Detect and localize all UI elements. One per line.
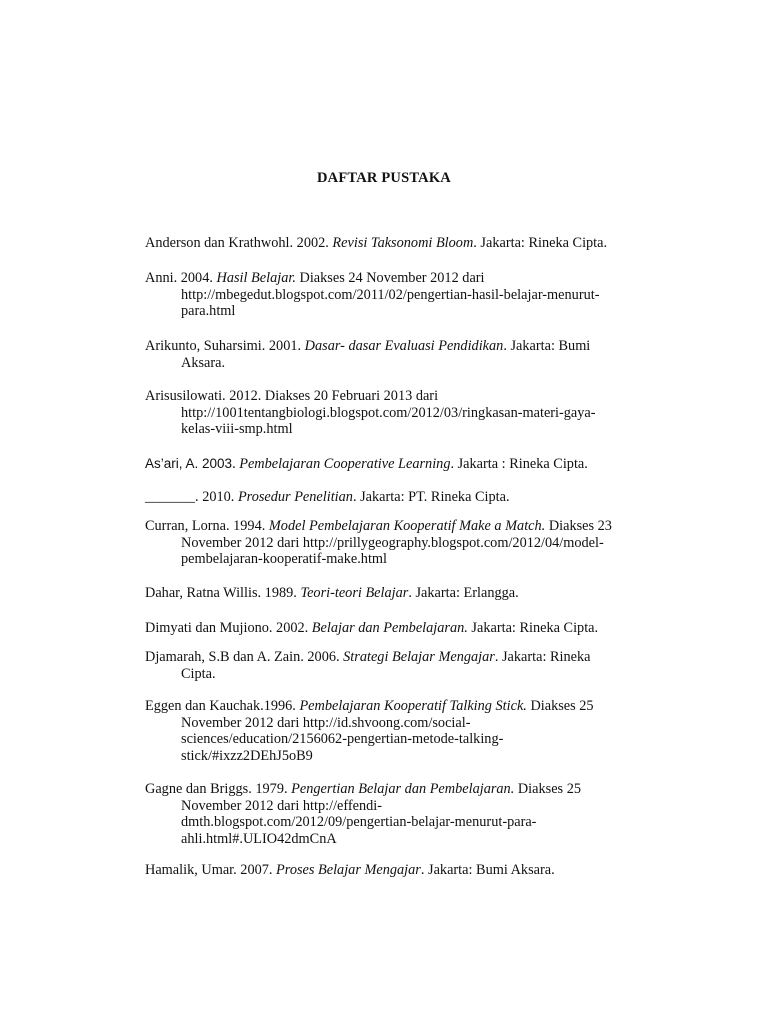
reference-entry — [145, 781, 665, 847]
reference-author: _______. 2010. — [145, 489, 238, 505]
reference-title: Pembelajaran Kooperatif Talking Stick. — [299, 698, 527, 714]
reference-line — [145, 235, 665, 252]
reference-author: Hamalik, Umar. 2007. — [145, 862, 277, 878]
reference-title: Model Pembelajaran Kooperatif Make a Match. — [268, 518, 546, 534]
reference-access: Diakses 24 November 2012 dari — [295, 270, 485, 286]
reference-url: kelas-viii-smp.html — [181, 421, 293, 437]
reference-line — [145, 489, 665, 506]
reference-title: Proses Belajar Mengajar — [276, 862, 421, 878]
reference-entry — [145, 862, 665, 879]
reference-url: para.html — [181, 303, 236, 319]
reference-author: Curran, Lorna. 1994. — [145, 518, 269, 534]
reference-author: Anderson dan Krathwohl. 2002. — [145, 235, 333, 251]
reference-url: November 2012 dari http://prillygeography.blogspot.com/2012/04/model- — [181, 534, 604, 551]
reference-entry — [145, 518, 665, 568]
reference-line — [145, 781, 665, 798]
reference-publisher: . Jakarta: Erlangga. — [408, 585, 519, 601]
reference-access: Diakses 25 — [526, 698, 594, 714]
reference-entry — [145, 388, 665, 438]
reference-line: Arisusilowati. 2012. Diakses 20 Februari 2013 dari — [145, 388, 439, 404]
reference-line — [145, 649, 665, 666]
reference-title: Dasar- dasar Evaluasi Pendidikan — [304, 338, 504, 354]
reference-publisher: . Jakarta: Bumi Aksara. — [420, 862, 555, 878]
reference-title: Hasil Belajar. — [216, 270, 296, 286]
reference-url: dmth.blogspot.com/2012/09/pengertian-belajar-menurut-para- — [181, 814, 537, 830]
reference-entry — [145, 698, 665, 764]
reference-entry — [145, 235, 665, 252]
page-title: DAFTAR PUSTAKA — [317, 170, 451, 186]
reference-line — [145, 270, 665, 287]
reference-url: pembelajaran-kooperatif-make.html — [181, 551, 388, 567]
reference-line — [145, 456, 665, 473]
reference-line — [145, 698, 665, 715]
reference-publisher: . Jakarta : Rineka Cipta. — [450, 456, 588, 472]
reference-line: Cipta. — [181, 665, 216, 682]
reference-url: http://1001tentangbiologi.blogspot.com/2012/03/ringkasan-materi-gaya- — [181, 404, 596, 421]
reference-entry — [145, 620, 665, 637]
reference-author: Dahar, Ratna Willis. 1989. — [145, 585, 301, 601]
reference-title: Belajar dan Pembelajaran. — [311, 620, 468, 636]
reference-line — [145, 585, 665, 602]
reference-url: November 2012 dari http://effendi- — [181, 797, 383, 814]
reference-url: http://mbegedut.blogspot.com/2011/02/pengertian-hasil-belajar-menurut- — [181, 286, 600, 303]
reference-title: Revisi Taksonomi Bloom — [332, 235, 474, 251]
reference-access: Diakses 25 — [514, 781, 581, 797]
reference-entry — [145, 649, 665, 682]
reference-line — [145, 518, 665, 535]
reference-title: Teori-teori Belajar — [300, 585, 409, 601]
reference-access: Diakses 23 — [545, 518, 612, 534]
reference-author: Gagne dan Briggs. 1979. — [145, 781, 292, 797]
reference-url: sciences/education/2156062-pengertian-metode-talking- — [181, 731, 504, 747]
reference-title: Strategi Belajar Mengajar — [343, 649, 495, 665]
reference-entry — [145, 456, 665, 473]
reference-entry — [145, 489, 665, 506]
reference-publisher: . Jakarta: Bumi — [503, 338, 591, 354]
reference-title: Pembelajaran Cooperative Learning — [239, 456, 451, 472]
reference-author: Anni. 2004. — [145, 270, 217, 286]
reference-line — [145, 620, 665, 637]
reference-title: Pengertian Belajar dan Pembelajaran. — [291, 781, 515, 797]
reference-line — [145, 862, 665, 879]
reference-author: Dimyati dan Mujiono. 2002. — [145, 620, 312, 636]
reference-entry — [145, 585, 665, 602]
reference-separator: . — [232, 456, 240, 472]
reference-line — [145, 338, 665, 355]
reference-publisher: . Jakarta: Rineka Cipta. — [473, 235, 608, 251]
reference-author: Arikunto, Suharsimi. 2001. — [145, 338, 305, 354]
reference-author: As’ari, A. 2003 — [145, 456, 233, 471]
reference-title: Prosedur Penelitian — [237, 489, 353, 505]
reference-author: Eggen dan Kauchak.1996. — [145, 698, 300, 714]
reference-author: Djamarah, S.B dan A. Zain. 2006. — [145, 649, 344, 665]
reference-line: Aksara. — [181, 354, 226, 371]
reference-url: November 2012 dari http://id.shvoong.com/social- — [181, 714, 471, 731]
reference-publisher: . Jakarta: Rineka — [494, 649, 591, 665]
reference-entry — [145, 270, 665, 320]
reference-url: stick/#ixzz2DEhJ5oB9 — [181, 747, 313, 764]
reference-publisher: . Jakarta: PT. Rineka Cipta. — [352, 489, 510, 505]
reference-url: ahli.html#.ULIO42dmCnA — [181, 830, 337, 847]
reference-entry — [145, 338, 665, 371]
reference-publisher: Jakarta: Rineka Cipta. — [467, 620, 599, 636]
